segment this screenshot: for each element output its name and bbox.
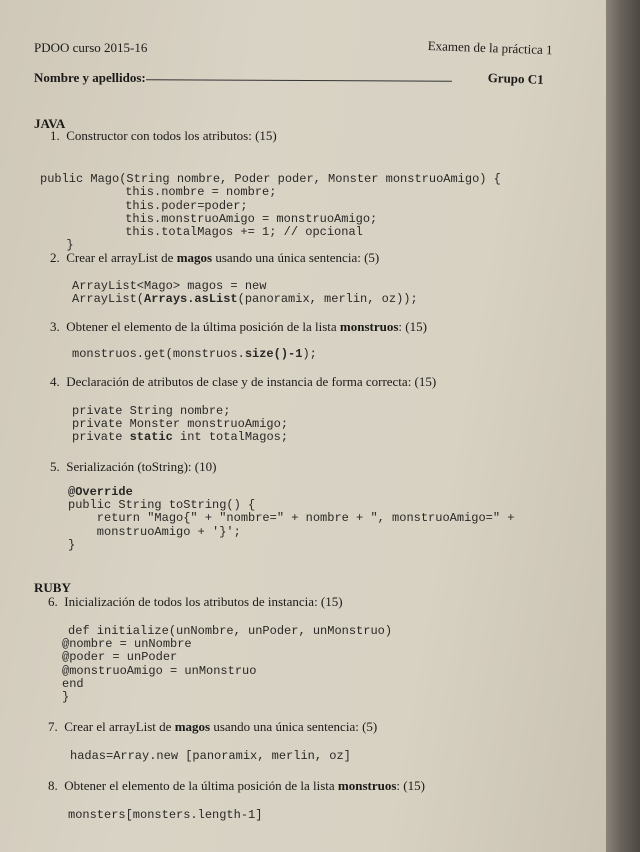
code-line: @poder = unPoder: [62, 650, 178, 665]
code-token-bold: size()-1: [244, 347, 303, 361]
question-number: 7.: [48, 719, 58, 734]
page-edge-shadow: [606, 0, 640, 852]
question-number: 3.: [50, 319, 60, 334]
code-line: }: [52, 238, 74, 253]
question-text: Serialización (toString): (10): [66, 459, 217, 474]
question-number: 8.: [48, 778, 58, 793]
question-8: [48, 778, 425, 794]
code-line: public String toString() {: [68, 498, 256, 513]
question-text-end: : (15): [398, 319, 427, 334]
code-line: @monstruoAmigo = unMonstruo: [62, 663, 257, 678]
name-label: Nombre y apellidos:: [34, 70, 146, 85]
code-line: this.poder=poder;: [82, 198, 248, 213]
code-line: @nombre = unNombre: [62, 637, 192, 652]
question-text-end: usando una única sentencia: (5): [210, 719, 378, 734]
section-ruby: RUBY: [34, 580, 71, 595]
code-line: this.nombre = nombre;: [82, 185, 277, 200]
group-label: Grupo C1: [487, 70, 544, 87]
code-annotation: @Override: [68, 485, 133, 499]
code-block-8: monsters[monsters.length-1]: [68, 808, 263, 822]
code-block-4: [72, 405, 288, 445]
code-token: private: [72, 430, 130, 445]
question-emphasis: magos: [176, 250, 213, 265]
question-number: 6.: [48, 594, 58, 609]
code-line: }: [68, 537, 76, 552]
code-block-3: [72, 348, 317, 361]
code-token: ArrayList(: [72, 292, 145, 307]
code-token-bold: static: [129, 430, 173, 445]
question-emphasis: monstruos: [339, 319, 399, 334]
name-blank-line: [146, 79, 452, 82]
code-line: [72, 431, 288, 444]
question-4: [50, 374, 436, 390]
exam-title: Examen de la práctica 1: [427, 38, 553, 58]
code-block-2: [72, 280, 418, 306]
question-text: Obtener el elemento de la última posición de la lista: [66, 319, 340, 334]
code-token: monstruos.get(monstruos.: [72, 347, 245, 361]
code-token: );: [302, 347, 317, 361]
question-7: [48, 719, 377, 735]
question-number: 2.: [50, 250, 60, 265]
question-text-end: : (15): [396, 778, 425, 793]
code-line: monstruoAmigo + '}';: [68, 524, 241, 539]
code-line: [72, 293, 418, 306]
code-line: this.totalMagos += 1; // opcional: [82, 225, 363, 240]
question-text: Constructor con todos los atributos: (15): [66, 128, 277, 143]
code-line: }: [62, 690, 70, 705]
section-java: JAVA: [34, 116, 66, 131]
code-block-5: [68, 486, 514, 552]
question-emphasis: magos: [174, 719, 211, 734]
code-line: public Mago(String nombre, Poder poder, Monster monstruoAmigo) {: [40, 172, 501, 187]
question-number: 5.: [50, 459, 60, 474]
question-text: Obtener el elemento de la última posición de la lista: [64, 778, 338, 793]
question-2: [50, 250, 379, 266]
question-1: [50, 128, 277, 144]
question-number: 1.: [50, 128, 60, 143]
question-3: [50, 319, 427, 335]
code-token: (panoramix, merlin, oz));: [237, 292, 418, 307]
code-line: def initialize(unNombre, unPoder, unMonstruo): [68, 624, 393, 638]
question-text: Declaración de atributos de clase y de instancia de forma correcta: (15): [66, 374, 437, 389]
course-label: PDOO curso 2015-16: [34, 40, 148, 55]
code-line: end: [62, 676, 84, 691]
code-line: private Monster monstruoAmigo;: [72, 417, 289, 432]
question-text: Crear el arrayList de: [66, 250, 177, 265]
question-emphasis: monstruos: [337, 778, 397, 793]
question-text: Crear el arrayList de: [64, 719, 175, 734]
question-5: [50, 459, 216, 475]
code-block-7: hadas=Array.new [panoramix, merlin, oz]: [70, 749, 351, 763]
code-line: this.monstruoAmigo = monstruoAmigo;: [82, 211, 378, 226]
question-text-end: usando una única sentencia: (5): [212, 250, 380, 265]
question-text: Inicialización de todos los atributos de instancia: (15): [64, 594, 343, 609]
code-line: ArrayList<Mago> magos = new: [72, 279, 267, 293]
question-6: [48, 594, 343, 610]
code-line: return "Mago{" + "nombre=" + nombre + ", monstruoAmigo=" +: [68, 511, 515, 526]
code-block-6: [62, 625, 392, 704]
code-token: int totalMagos;: [172, 430, 289, 445]
code-token-bold: Arrays.asList: [144, 292, 238, 307]
code-line: private String nombre;: [72, 404, 231, 418]
question-number: 4.: [50, 374, 60, 389]
